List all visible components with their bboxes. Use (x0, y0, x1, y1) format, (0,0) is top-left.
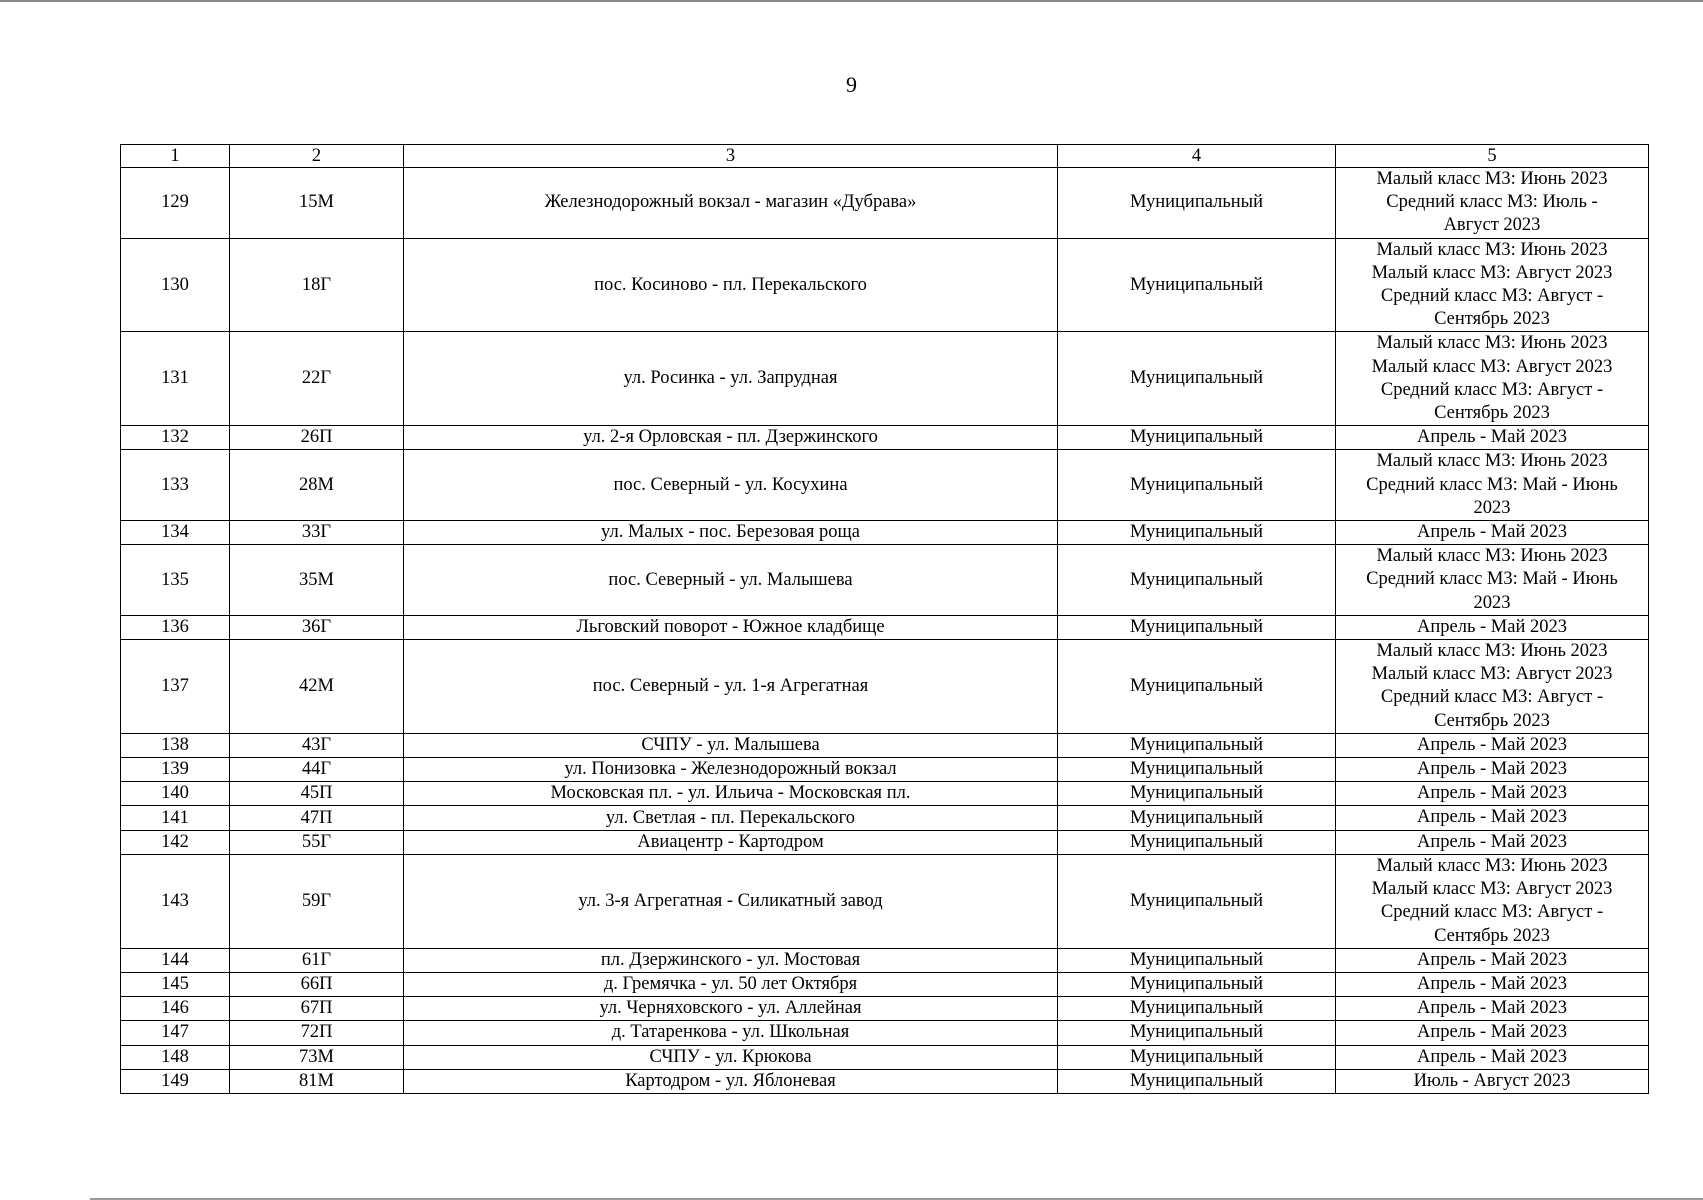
schedule-line: Малый класс М3: Июнь 2023 (1376, 239, 1608, 260)
cell-carrier-type: Муниципальный (1058, 450, 1336, 521)
schedule-line: Средний класс М3: Июль - (1386, 192, 1598, 213)
schedule-line: Август 2023 (1443, 215, 1541, 236)
cell-route-code: 66П (230, 972, 404, 996)
schedule-line: Сентябрь 2023 (1434, 925, 1550, 946)
cell-route-code: 33Г (230, 521, 404, 545)
cell-number: 140 (121, 782, 230, 806)
cell-number: 144 (121, 948, 230, 972)
schedule-line: Малый класс М3: Июнь 2023 (1376, 451, 1608, 472)
table-row (121, 426, 1649, 450)
cell-schedule (1336, 854, 1649, 948)
cell-route-code: 18Г (230, 238, 404, 332)
cell-number: 135 (121, 545, 230, 616)
schedule-line: Средний класс М3: Май - Июнь (1366, 569, 1618, 590)
cell-number: 133 (121, 450, 230, 521)
cell-number: 137 (121, 640, 230, 734)
cell-schedule (1336, 450, 1649, 521)
schedule-line: Сентябрь 2023 (1434, 403, 1550, 424)
top-scan-border (0, 0, 1703, 2)
cell-number: 149 (121, 1069, 230, 1093)
column-header-1: 1 (121, 145, 230, 168)
cell-carrier-type: Муниципальный (1058, 545, 1336, 616)
cell-number: 139 (121, 758, 230, 782)
table-row (121, 733, 1649, 757)
schedule-line: Малый класс М3: Июнь 2023 (1376, 169, 1608, 189)
cell-schedule (1336, 545, 1649, 616)
header-row (121, 145, 1649, 168)
schedule-line: Апрель - Май 2023 (1417, 807, 1567, 828)
cell-schedule (1336, 830, 1649, 854)
cell-schedule (1336, 168, 1649, 239)
schedule-line: Малый класс М3: Август 2023 (1371, 356, 1613, 377)
cell-schedule (1336, 972, 1649, 996)
cell-carrier-type: Муниципальный (1058, 948, 1336, 972)
page-number: 9 (846, 72, 857, 97)
table-row (121, 238, 1649, 332)
cell-schedule (1336, 733, 1649, 757)
cell-route-code: 47П (230, 806, 404, 830)
cell-route-code: 73М (230, 1045, 404, 1069)
cell-number: 143 (121, 854, 230, 948)
cell-route-code: 26П (230, 426, 404, 450)
schedule-line: Малый класс М3: Июнь 2023 (1376, 855, 1608, 876)
schedule-line: Средний класс М3: Август - (1380, 902, 1604, 923)
cell-route-code: 81М (230, 1069, 404, 1093)
table-row (121, 332, 1649, 426)
cell-number: 134 (121, 521, 230, 545)
cell-route-code: 22Г (230, 332, 404, 426)
cell-carrier-type: Муниципальный (1058, 997, 1336, 1021)
table-row (121, 168, 1649, 239)
cell-number: 136 (121, 615, 230, 639)
column-header-2: 2 (230, 145, 404, 168)
schedule-line: Апрель - Май 2023 (1417, 522, 1567, 543)
table-row (121, 1045, 1649, 1069)
cell-route-path: ул. Росинка - ул. Запрудная (404, 332, 1058, 426)
cell-carrier-type: Муниципальный (1058, 1021, 1336, 1045)
cell-route-path: ул. 3-я Агрегатная - Силикатный завод (404, 854, 1058, 948)
schedule-line: Апрель - Май 2023 (1417, 734, 1567, 755)
cell-route-code: 61Г (230, 948, 404, 972)
cell-number: 141 (121, 806, 230, 830)
table-row (121, 806, 1649, 830)
cell-schedule (1336, 782, 1649, 806)
schedule-line: Апрель - Май 2023 (1417, 1022, 1567, 1043)
table-row (121, 854, 1649, 948)
cell-number: 138 (121, 733, 230, 757)
cell-route-path: ул. Понизовка - Железнодорожный вокзал (404, 758, 1058, 782)
cell-route-path: ул. Светлая - пл. Перекальского (404, 806, 1058, 830)
cell-route-code: 72П (230, 1021, 404, 1045)
cell-route-path: СЧПУ - ул. Крюкова (404, 1045, 1058, 1069)
cell-route-code: 44Г (230, 758, 404, 782)
table-row (121, 782, 1649, 806)
table-row (121, 450, 1649, 521)
cell-number: 129 (121, 168, 230, 239)
cell-route-path: д. Гремячка - ул. 50 лет Октября (404, 972, 1058, 996)
cell-carrier-type: Муниципальный (1058, 758, 1336, 782)
cell-route-path: д. Татаренкова - ул. Школьная (404, 1021, 1058, 1045)
cell-schedule (1336, 521, 1649, 545)
cell-schedule (1336, 640, 1649, 734)
schedule-line: Апрель - Май 2023 (1417, 949, 1567, 970)
schedule-line: Апрель - Май 2023 (1417, 759, 1567, 780)
column-header-5: 5 (1336, 145, 1649, 168)
cell-carrier-type: Муниципальный (1058, 521, 1336, 545)
cell-number: 132 (121, 426, 230, 450)
cell-route-code: 28М (230, 450, 404, 521)
cell-number: 146 (121, 997, 230, 1021)
cell-route-path: Льговский поворот - Южное кладбище (404, 615, 1058, 639)
schedule-line: 2023 (1473, 592, 1511, 613)
schedule-line: Малый класс М3: Август 2023 (1371, 262, 1613, 283)
schedule-line: Апрель - Май 2023 (1417, 616, 1567, 637)
table-row (121, 830, 1649, 854)
table-body (121, 168, 1649, 1094)
cell-route-path: пос. Северный - ул. Малышева (404, 545, 1058, 616)
cell-route-code: 35М (230, 545, 404, 616)
schedule-line: 2023 (1473, 497, 1511, 518)
schedule-line: Апрель - Май 2023 (1417, 973, 1567, 994)
cell-route-path: Картодром - ул. Яблоневая (404, 1069, 1058, 1093)
cell-route-path: ул. 2-я Орловская - пл. Дзержинского (404, 426, 1058, 450)
cell-carrier-type: Муниципальный (1058, 168, 1336, 239)
cell-carrier-type: Муниципальный (1058, 782, 1336, 806)
schedule-line: Сентябрь 2023 (1434, 710, 1550, 731)
schedule-line: Малый класс М3: Июнь 2023 (1376, 546, 1608, 567)
cell-route-code: 43Г (230, 733, 404, 757)
cell-carrier-type: Муниципальный (1058, 733, 1336, 757)
cell-route-code: 55Г (230, 830, 404, 854)
cell-route-code: 67П (230, 997, 404, 1021)
schedule-line: Апрель - Май 2023 (1417, 831, 1567, 852)
cell-schedule (1336, 615, 1649, 639)
table-row (121, 997, 1649, 1021)
cell-schedule (1336, 332, 1649, 426)
cell-route-path: пос. Косиново - пл. Перекальского (404, 238, 1058, 332)
table-row (121, 521, 1649, 545)
table-row (121, 758, 1649, 782)
cell-schedule (1336, 426, 1649, 450)
table-row (121, 948, 1649, 972)
routes-table (120, 144, 1649, 1094)
cell-schedule (1336, 948, 1649, 972)
cell-carrier-type: Муниципальный (1058, 854, 1336, 948)
cell-route-code: 42М (230, 640, 404, 734)
cell-route-path: пл. Дзержинского - ул. Мостовая (404, 948, 1058, 972)
schedule-line: Июль - Август 2023 (1413, 1070, 1571, 1091)
table-row (121, 640, 1649, 734)
cell-carrier-type: Муниципальный (1058, 806, 1336, 830)
cell-schedule (1336, 806, 1649, 830)
schedule-line: Средний класс М3: Май - Июнь (1366, 474, 1618, 495)
cell-route-code: 59Г (230, 854, 404, 948)
schedule-line: Апрель - Май 2023 (1417, 783, 1567, 804)
cell-carrier-type: Муниципальный (1058, 640, 1336, 734)
cell-carrier-type: Муниципальный (1058, 830, 1336, 854)
cell-number: 131 (121, 332, 230, 426)
cell-carrier-type: Муниципальный (1058, 972, 1336, 996)
table-row (121, 615, 1649, 639)
cell-carrier-type: Муниципальный (1058, 238, 1336, 332)
table-row (121, 545, 1649, 616)
cell-route-path: Московская пл. - ул. Ильича - Московская пл. (404, 782, 1058, 806)
cell-carrier-type: Муниципальный (1058, 332, 1336, 426)
cell-carrier-type: Муниципальный (1058, 1069, 1336, 1093)
cell-schedule (1336, 238, 1649, 332)
schedule-line: Малый класс М3: Август 2023 (1371, 879, 1613, 900)
cell-schedule (1336, 997, 1649, 1021)
cell-number: 148 (121, 1045, 230, 1069)
schedule-line: Апрель - Май 2023 (1417, 427, 1567, 448)
cell-number: 145 (121, 972, 230, 996)
schedule-line: Малый класс М3: Июнь 2023 (1376, 333, 1608, 354)
schedule-line: Средний класс М3: Август - (1380, 379, 1604, 400)
cell-carrier-type: Муниципальный (1058, 1045, 1336, 1069)
cell-route-path: ул. Черняховского - ул. Аллейная (404, 997, 1058, 1021)
schedule-line: Апрель - Май 2023 (1417, 998, 1567, 1019)
schedule-line: Средний класс М3: Август - (1380, 687, 1604, 708)
column-header-3: 3 (404, 145, 1058, 168)
table-row (121, 1069, 1649, 1093)
cell-route-path: Железнодорожный вокзал - магазин «Дубрава» (404, 168, 1058, 239)
cell-route-code: 45П (230, 782, 404, 806)
table-row (121, 972, 1649, 996)
schedule-line: Средний класс М3: Август - (1380, 286, 1604, 307)
cell-schedule (1336, 1045, 1649, 1069)
schedule-line: Малый класс М3: Июнь 2023 (1376, 641, 1608, 662)
cell-schedule (1336, 1021, 1649, 1045)
cell-number: 147 (121, 1021, 230, 1045)
cell-number: 130 (121, 238, 230, 332)
cell-route-path: Авиацентр - Картодром (404, 830, 1058, 854)
column-header-4: 4 (1058, 145, 1336, 168)
schedule-line: Сентябрь 2023 (1434, 309, 1550, 330)
cell-route-path: пос. Северный - ул. Косухина (404, 450, 1058, 521)
cell-number: 142 (121, 830, 230, 854)
cell-route-path: пос. Северный - ул. 1-я Агрегатная (404, 640, 1058, 734)
cell-schedule (1336, 1069, 1649, 1093)
schedule-line: Малый класс М3: Август 2023 (1371, 664, 1613, 685)
cell-route-path: ул. Малых - пос. Березовая роща (404, 521, 1058, 545)
cell-carrier-type: Муниципальный (1058, 426, 1336, 450)
cell-carrier-type: Муниципальный (1058, 615, 1336, 639)
cell-route-code: 15М (230, 168, 404, 239)
table-row (121, 1021, 1649, 1045)
cell-schedule (1336, 758, 1649, 782)
cell-route-code: 36Г (230, 615, 404, 639)
schedule-line: Апрель - Май 2023 (1417, 1046, 1567, 1067)
table-header (121, 145, 1649, 168)
cell-route-path: СЧПУ - ул. Малышева (404, 733, 1058, 757)
